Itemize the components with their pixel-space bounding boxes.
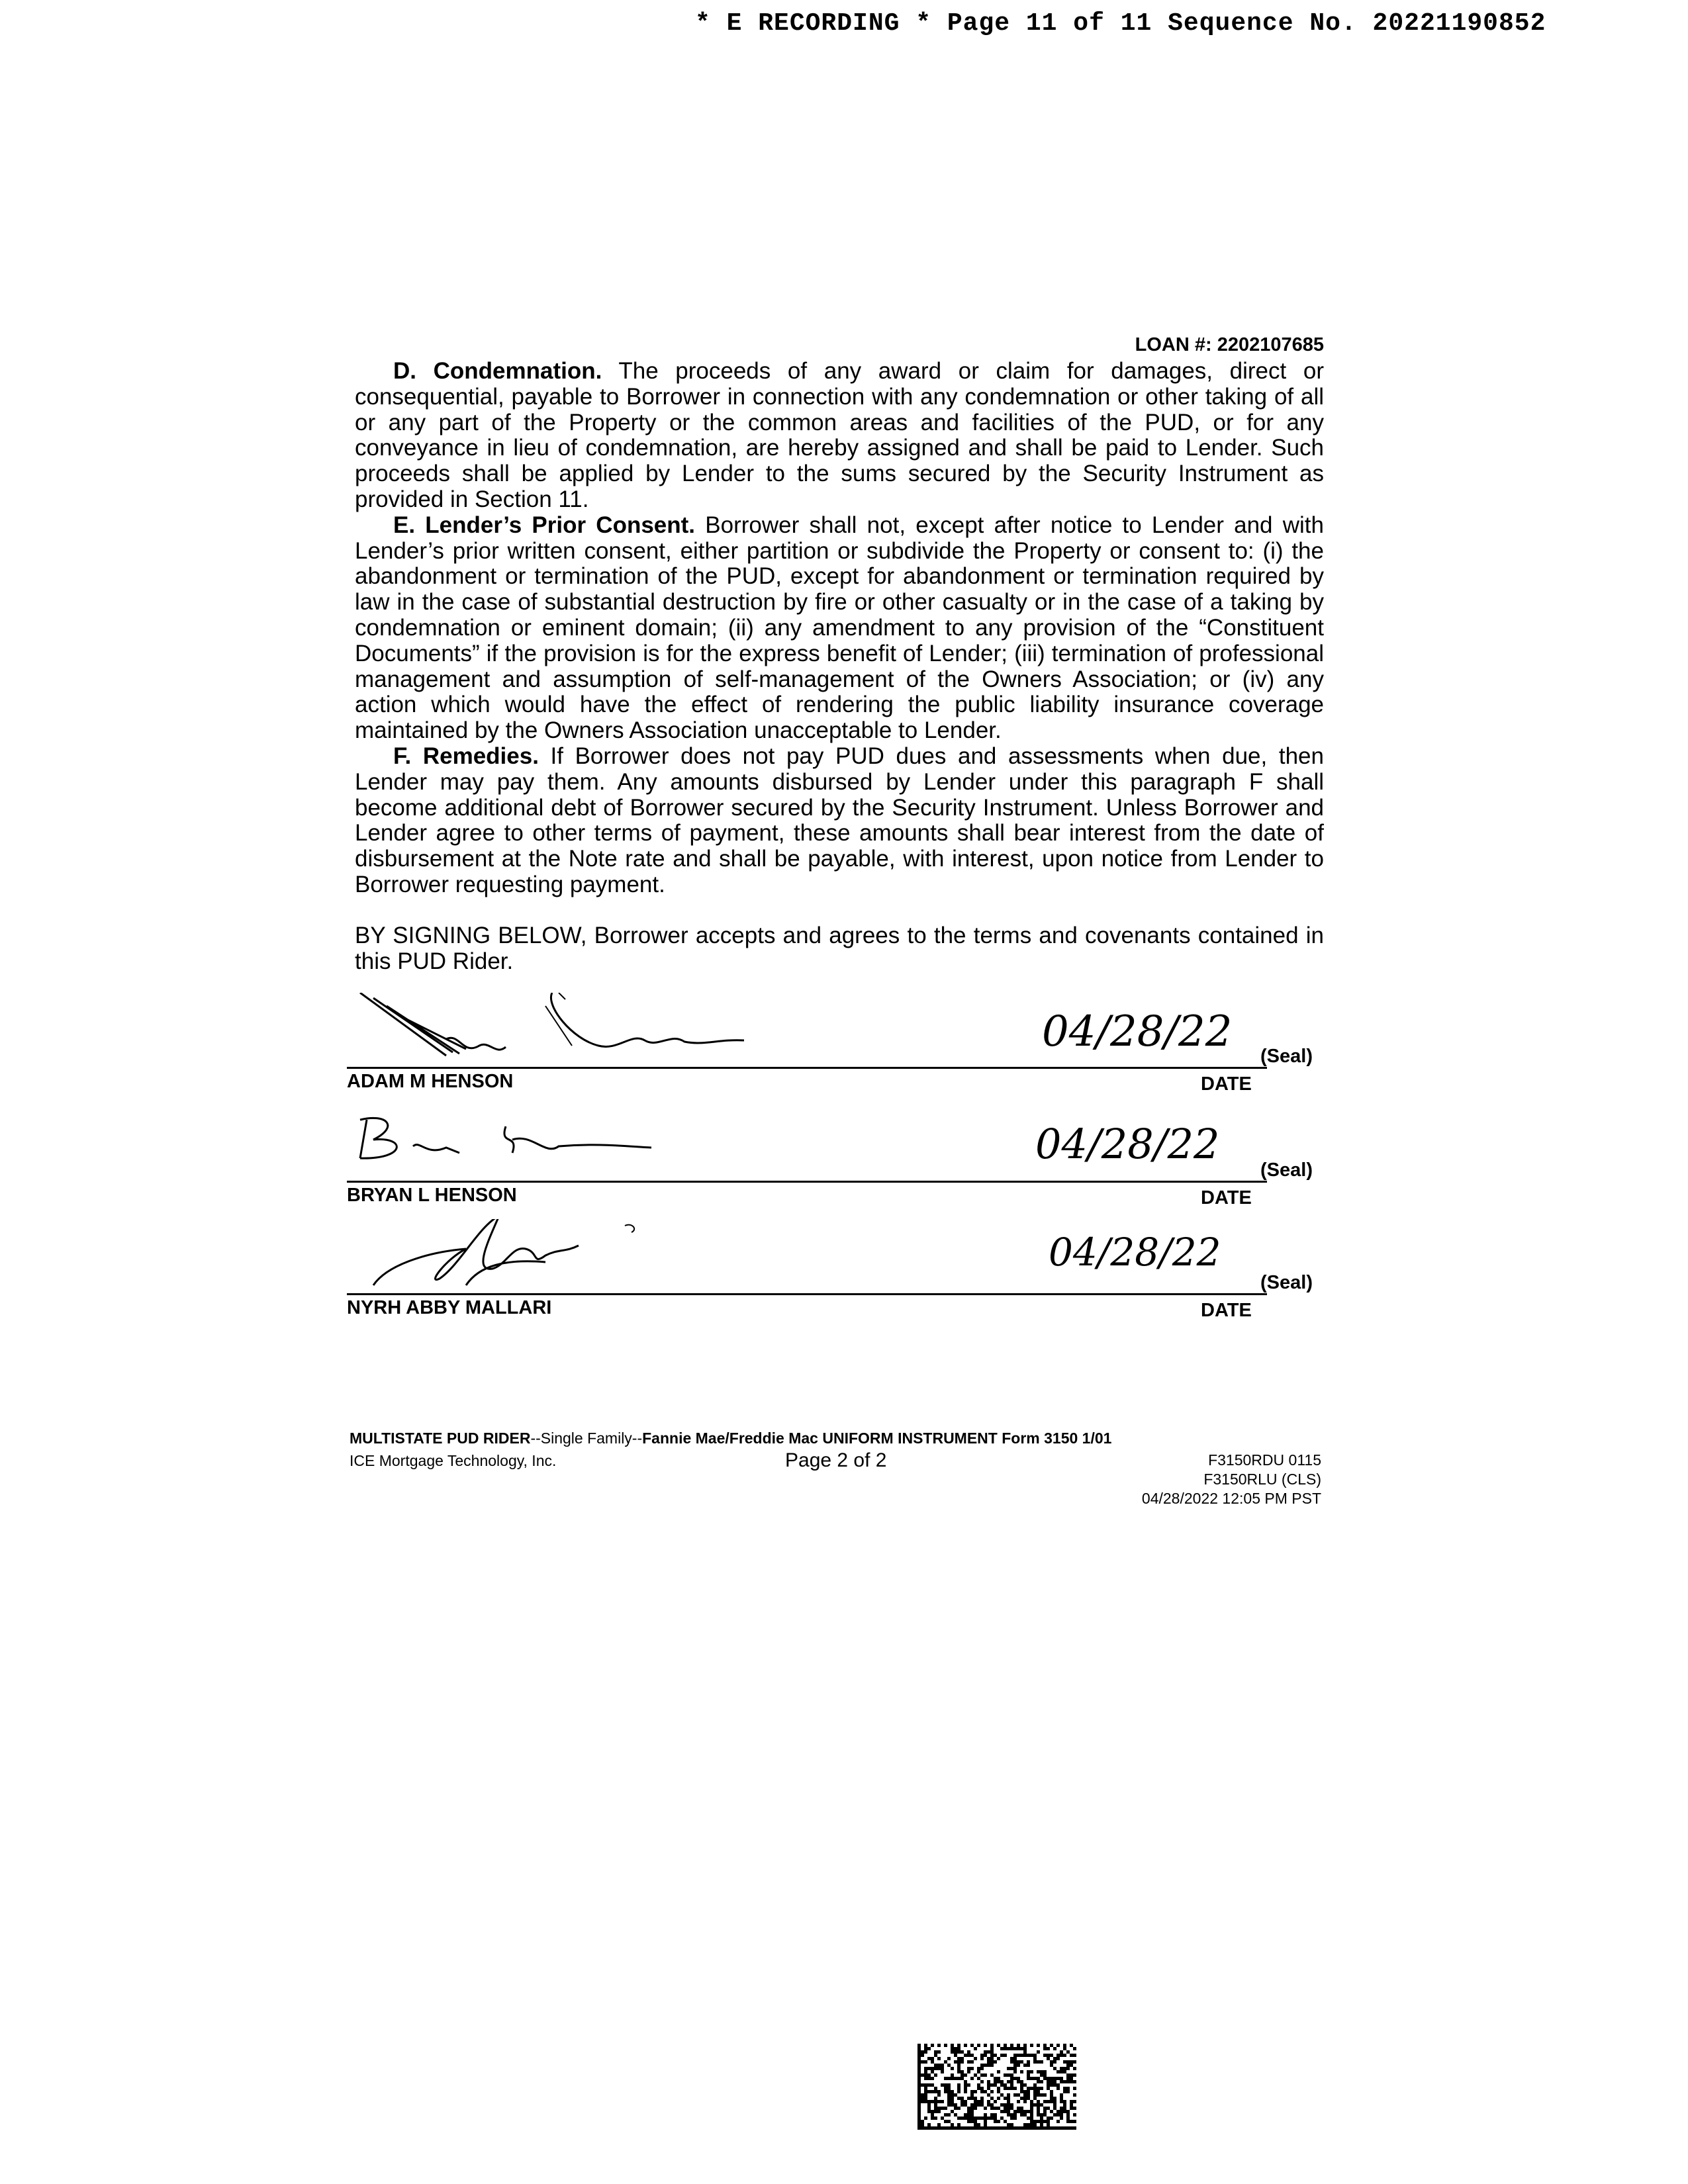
date-3-text: 04/28/22 — [1049, 1230, 1221, 1275]
recording-header: * E RECORDING * Page 11 of 11 Sequence No. 20221190852 — [695, 9, 1546, 38]
handwritten-date-1 — [1022, 993, 1287, 1066]
loan-number: LOAN #: 2202107685 — [1135, 334, 1324, 355]
company-name: ICE Mortgage Technology, Inc. — [350, 1452, 557, 1469]
seal-label: (Seal) — [1260, 1272, 1313, 1293]
signature-adam-henson — [347, 993, 744, 1072]
form-title-part-3: Fannie Mae/Freddie Mac UNIFORM INSTRUMENT Form 3150 1/01 — [642, 1430, 1112, 1447]
signing-statement: BY SIGNING BELOW, Borrower accepts and agrees to the terms and covenants contained in this PUD Rider. — [355, 922, 1324, 974]
datamatrix-barcode-icon — [917, 2044, 1076, 2130]
section-f-title: F. Remedies. — [393, 743, 539, 769]
section-d-text: The proceeds of any award or claim for damages, direct or consequential, payable to Borrower in connection with any condemnation or other taking of all or any part of the Property or the common areas and facilities of the PUD, or for any conveyance in lieu of condemnation, are hereby assigned and shall be paid to Lender. Such proceeds shall be applied by Lender to the sums secured by the Security Instrument as provided in Section 11. — [355, 358, 1324, 512]
date-label: DATE — [1201, 1073, 1252, 1095]
form-title-part-1: MULTISTATE PUD RIDER — [350, 1430, 531, 1447]
signer-name: BRYAN L HENSON — [347, 1185, 517, 1206]
date-2-text: 04/28/22 — [1035, 1120, 1220, 1168]
form-codes — [1059, 1451, 1321, 1508]
section-d — [355, 359, 1324, 513]
handwritten-date-3 — [1022, 1219, 1287, 1292]
signature-bryan-henson — [347, 1107, 744, 1186]
section-e-title: E. Lender’s Prior Consent. — [393, 512, 696, 538]
signature-block-3 — [347, 1230, 1327, 1321]
section-d-title: D. Condemnation. — [393, 358, 602, 384]
date-1-text: 04/28/22 — [1042, 1007, 1233, 1056]
form-title — [350, 1430, 1111, 1447]
seal-label: (Seal) — [1260, 1160, 1313, 1181]
form-code-1: F3150RDU 0115 — [1208, 1451, 1321, 1469]
signature-block-2 — [347, 1120, 1327, 1208]
form-title-part-2: --Single Family-- — [530, 1430, 643, 1447]
section-f — [355, 744, 1324, 898]
form-code-2: F3150RLU (CLS) — [1203, 1471, 1321, 1488]
handwritten-date-2 — [1022, 1107, 1287, 1179]
section-e-text: Borrower shall not, except after notice to Lender and with Lender’s prior written consent, either partition or subdivide the Property or consent to: (i) the abandonment or termination of the PUD, except for abandonment or termination required by law in the case of substantial destruction by fire or other casualty or in the case of a taking by condemnation or eminent domain; (ii) any amendment to any provision of the “Constituent Documents” if the provision is for the express benefit of Lender; (iii) termination of professional management and assumption of self-management of the Owners Association; or (iv) any action which would have the effect of rendering the public liability insurance coverage maintained by the Owners Association unacceptable to Lender. — [355, 512, 1324, 744]
signature-line — [347, 1181, 1267, 1183]
signer-name: NYRH ABBY MALLARI — [347, 1297, 552, 1318]
page-number: Page 2 of 2 — [785, 1449, 887, 1471]
signature-nyrh-mallari — [347, 1219, 744, 1298]
signature-line — [347, 1293, 1267, 1295]
date-label: DATE — [1201, 1300, 1252, 1321]
signature-block-1 — [347, 1007, 1327, 1095]
section-f-text: If Borrower does not pay PUD dues and assessments when due, then Lender may pay them. Any amounts disbursed by Lender under this paragraph F shall become additional debt of Borrower secured by the Security Instrument. Unless Borrower and Lender agree to other terms of payment, these amounts shall bear interest from the date of disbursement at the Note rate and shall be payable, with interest, upon notice from Lender to Borrower requesting payment. — [355, 743, 1324, 897]
seal-label: (Seal) — [1260, 1046, 1313, 1067]
signature-line — [347, 1067, 1267, 1069]
section-e — [355, 513, 1324, 744]
signer-name: ADAM M HENSON — [347, 1071, 514, 1092]
date-label: DATE — [1201, 1187, 1252, 1208]
rider-body — [355, 359, 1324, 974]
document-timestamp: 04/28/2022 12:05 PM PST — [1141, 1490, 1321, 1507]
